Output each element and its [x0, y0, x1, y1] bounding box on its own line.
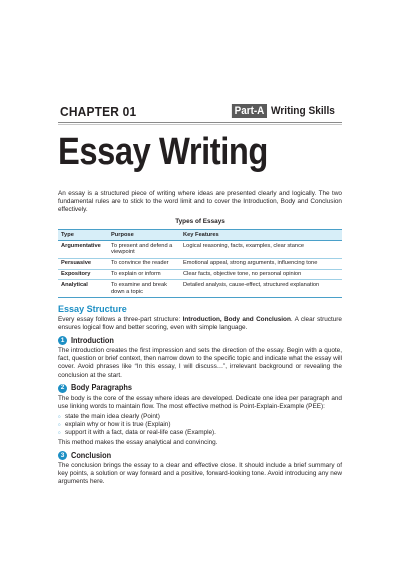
table-row — [58, 280, 342, 298]
subsection-introduction — [58, 336, 342, 345]
structure-text-bold: Introduction, Body and Conclusion — [182, 316, 291, 324]
page-title: Essay Writing — [58, 131, 268, 173]
structure-text-after: . A clear structure ensures logical flow and better scoring, even with simple language. — [58, 316, 342, 332]
subsection-conclusion — [58, 451, 342, 460]
intro-paragraph: An essay is a structured piece of writing where ideas are presented clearly and logically. The two fundamental rules are to stick to the word limit and to cover the Introduction, Body and Conclusion effectively. — [58, 190, 342, 214]
number-badge: 1 — [58, 336, 67, 345]
body-paragraph: The body is the core of the essay where ideas are developed. Dedicate one idea per paragraph and use linking words to maintain flow. The most effective method is Point-Explain-Example (PEE): — [58, 394, 342, 410]
table-cell: Detailed analysis, cause-effect, structured explanation — [180, 280, 342, 298]
subsection-body — [58, 384, 342, 393]
table-row — [58, 269, 342, 280]
table-header: Type — [58, 230, 108, 241]
list-item: ○ support it with a fact, data or real-life case (Example). — [58, 429, 342, 437]
subsection-title: Body Paragraphs — [71, 383, 132, 393]
table-cell: Analytical — [58, 280, 108, 298]
table-header: Purpose — [108, 230, 180, 241]
section-title-structure: Essay Structure — [58, 303, 127, 315]
structure-text-before: Every essay follows a three-part structure: — [58, 316, 183, 324]
page-content — [58, 190, 342, 488]
number-badge: 2 — [58, 384, 67, 393]
list-item: ○ explain why or how it is true (Explain) — [58, 421, 342, 429]
subsection-title: Introduction — [71, 335, 114, 345]
table-cell: To explain or inform — [108, 269, 180, 280]
list-item: ○ state the main idea clearly (Point) — [58, 413, 342, 421]
introduction-paragraph: The introduction creates the first impression and sets the direction of the essay. Begin with a quote, fact, question or brief context, then narrow down to the specific topic and indicate what the essay will cover. Avoid phrases like “In this essay, I will discuss…”, irrelevant background or revealing the conclusion at the start. — [58, 347, 342, 379]
subsection-title: Conclusion — [71, 450, 112, 460]
pee-list — [58, 413, 342, 437]
table-cell: Persuasive — [58, 258, 108, 269]
table-cell: Argumentative — [58, 241, 108, 259]
structure-paragraph — [58, 316, 342, 332]
table-cell: Logical reasoning, facts, examples, clear stance — [180, 241, 342, 259]
header-divider — [58, 122, 342, 123]
table-cell: To present and defend a viewpoint — [108, 241, 180, 259]
table-cell: Clear facts, objective tone, no personal opinion — [180, 269, 342, 280]
table-header-row — [58, 230, 342, 241]
table-row — [58, 258, 342, 269]
table-header: Key Features — [180, 230, 342, 241]
essay-types-table — [58, 229, 342, 298]
table-row — [58, 241, 342, 259]
part-heading — [228, 104, 341, 118]
chapter-label: CHAPTER 01 — [60, 104, 137, 119]
part-title: Writing Skills — [270, 105, 335, 117]
number-badge: 3 — [58, 451, 67, 460]
header-divider-secondary — [58, 124, 342, 125]
table-caption: Types of Essays — [175, 218, 225, 226]
table-cell: Expository — [58, 269, 108, 280]
table-cell: To convince the reader — [108, 258, 180, 269]
body-after-paragraph: This method makes the essay analytical and convincing. — [58, 439, 218, 447]
table-cell: To examine and break down a topic — [108, 280, 180, 298]
conclusion-paragraph: The conclusion brings the essay to a clear and effective close. It should include a brief summary of key points, a solution or way forward and a positive, forward-looking tone. Avoid introducing any new arguments here. — [58, 462, 342, 486]
part-tag: Part-A — [231, 104, 266, 118]
table-cell: Emotional appeal, strong arguments, influencing tone — [180, 258, 342, 269]
